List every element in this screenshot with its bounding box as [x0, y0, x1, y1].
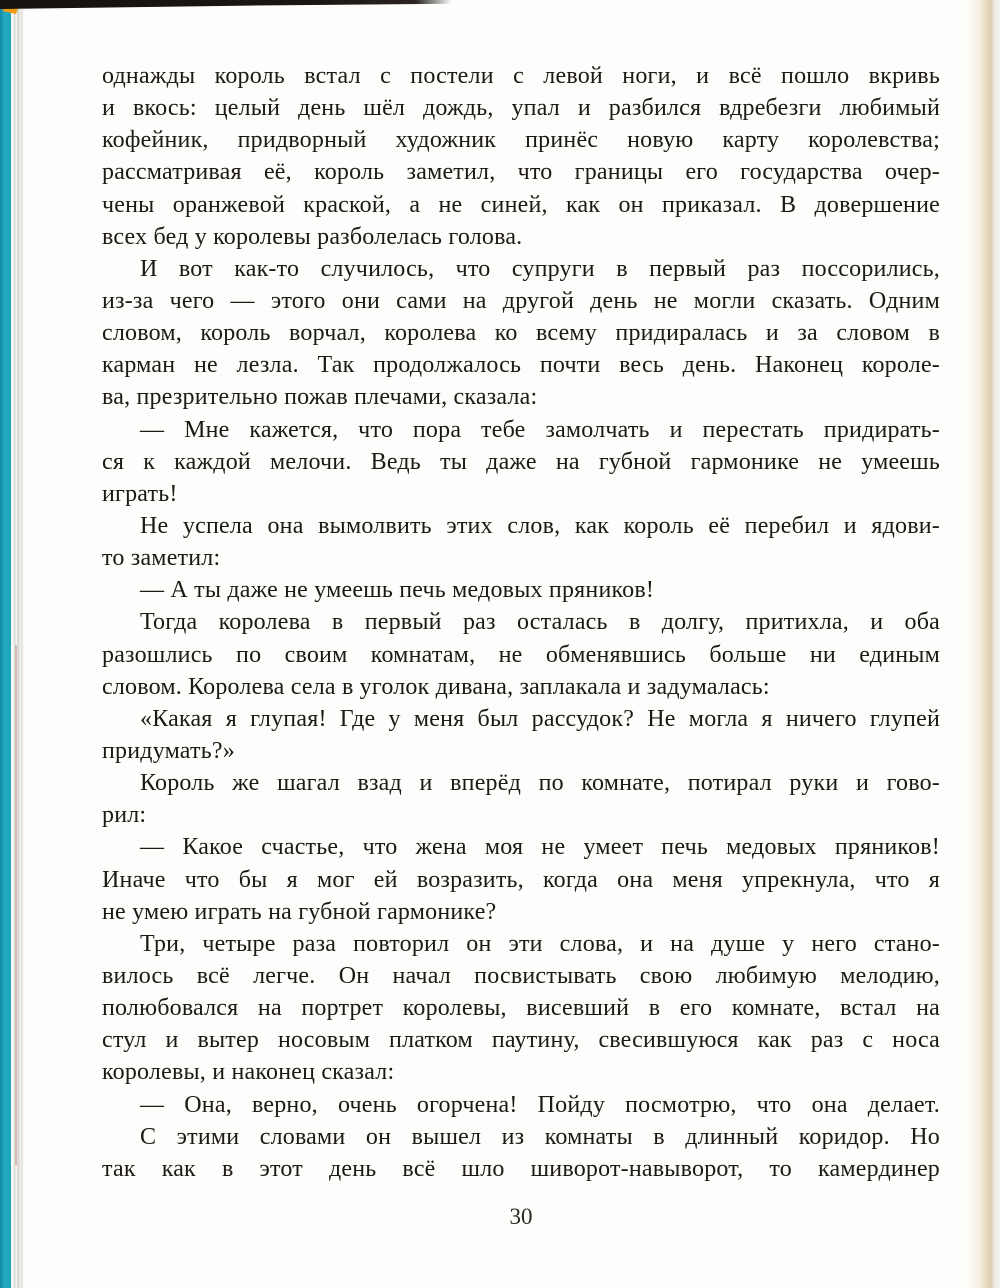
text-line: «Какая я глупая! Где у меня был рассудок? Не могла я ничего глупей [140, 705, 940, 732]
page-number: 30 [509, 1204, 533, 1229]
text-line: вилось всё легче. Он начал посвистывать свою любимую мелодию, [102, 962, 940, 989]
paragraph [102, 1121, 940, 1185]
text-line: Король же шагал взад и вперёд по комнате, потирал руки и гово- [140, 770, 940, 797]
paragraph [102, 831, 940, 927]
text-line: так как в этот день всё шло шиворот-навыворот, то камердинер [102, 1155, 940, 1182]
text-line: — Мне кажется, что пора тебе замолчать и перестать придирать- [140, 416, 940, 443]
text-line: рил: [102, 802, 147, 829]
text-line: придумать?» [102, 737, 235, 764]
text-line: — Она, верно, очень огорчена! Пойду посмотрю, что она делает. [140, 1091, 940, 1118]
page-stack-edges [11, 9, 25, 1288]
text-line: то заметил: [102, 545, 221, 572]
text-line: ся к каждой мелочи. Ведь ты даже на губной гармонике не умеешь [102, 448, 940, 475]
text-line: карман не лезла. Так продолжалось почти весь день. Наконец короле- [102, 352, 940, 379]
cover-top-edge [0, 0, 452, 9]
text-line: Иначе что бы я мог ей возразить, когда она меня упрекнула, что я [102, 866, 940, 893]
text-line: играть! [102, 480, 178, 507]
text-line: словом, король ворчал, королева ко всему придиралась и за словом в [102, 320, 940, 347]
paragraph [102, 253, 940, 414]
text-line: — Какое счастье, что жена моя не умеет печь медовых пряников! [140, 834, 940, 861]
paragraph [102, 60, 940, 253]
text-line: чены оранжевой краской, а не синей, как он приказал. В довершение [102, 191, 940, 218]
text-line: разошлись по своим комнатам, не обменявшись больше ни единым [102, 641, 940, 668]
cover-left-edge [0, 7, 11, 1288]
text-block [102, 60, 940, 1185]
text-line: Тогда королева в первый раз осталась в долгу, притихла, и оба [140, 609, 940, 636]
paragraph [102, 1089, 940, 1121]
text-line: из-за чего — этого они сами на другой день не могли сказать. Одним [102, 287, 940, 314]
text-line: всех бед у королевы разболелась голова. [102, 223, 523, 250]
text-line: не умею играть на губной гармонике? [102, 898, 497, 925]
text-line: С этими словами он вышел из комнаты в длинный коридор. Но [140, 1123, 940, 1150]
text-line: кофейник, придворный художник принёс новую карту королевства; [102, 127, 940, 154]
text-line: и вкось: целый день шёл дождь, упал и разбился вдребезги любимый [102, 95, 940, 122]
text-line: словом. Королева села в уголок дивана, заплакала и задумалась: [102, 673, 770, 700]
text-line: — А ты даже не умеешь печь медовых пряников! [140, 577, 655, 604]
text-line: стул и вытер носовым платком паутину, свесившуюся как раз с носа [102, 1027, 940, 1054]
text-line: И вот как-то случилось, что супруги в первый раз поссорились, [140, 255, 940, 282]
text-line: королевы, и наконец сказал: [102, 1059, 395, 1086]
paragraph [102, 606, 940, 702]
text-line: ва, презрительно пожав плечами, сказала: [102, 384, 538, 411]
gutter-shadow [966, 0, 1000, 1288]
paragraph [102, 703, 940, 767]
text-line: Три, четыре раза повторил он эти слова, и на душе у него стано- [140, 930, 940, 957]
text-line: рассматривая её, король заметил, что границы его государства очер- [102, 159, 940, 186]
page-edge-line [15, 645, 17, 1165]
paragraph [102, 574, 940, 606]
paragraph [102, 767, 940, 831]
text-line: полюбовался на портрет королевы, висевший в его комнате, встал на [102, 995, 940, 1022]
paragraph [102, 928, 940, 1089]
text-line: Не успела она вымолвить этих слов, как король её перебил и ядови- [140, 512, 940, 539]
text-line: однажды король встал с постели с левой ноги, и всё пошло вкривь [102, 63, 940, 89]
paragraph [102, 414, 940, 510]
paragraph [102, 510, 940, 574]
